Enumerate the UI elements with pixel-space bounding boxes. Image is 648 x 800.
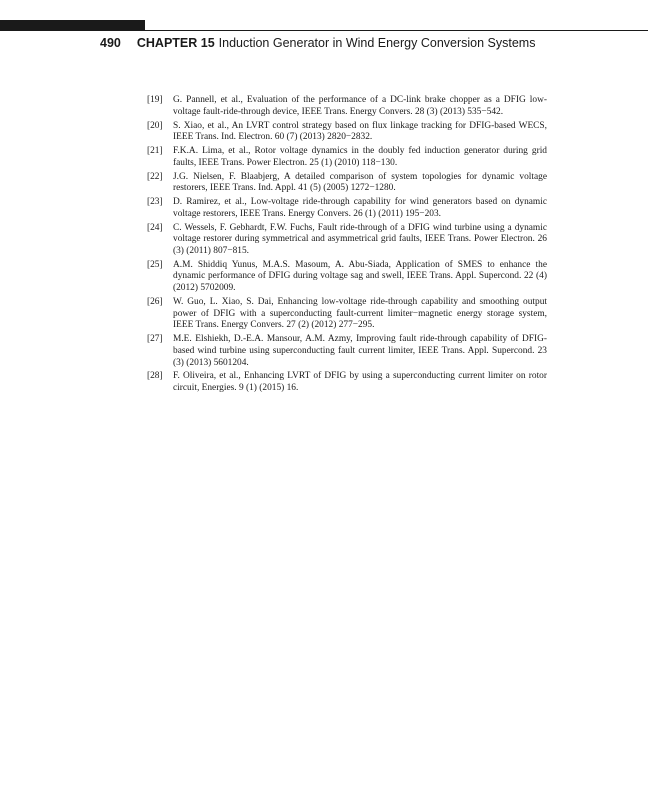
reference-item bbox=[147, 223, 547, 258]
header-rule bbox=[145, 30, 648, 31]
reference-text: W. Guo, L. Xiao, S. Dai, Enhancing low-voltage ride-through capability and smoothing output power of DFIG with a superconducting fault-current limiter−magnetic energy storage system, IEEE Trans. Energy Convers. 27 (2) (2012) 277−295. bbox=[173, 296, 547, 331]
reference-text: S. Xiao, et al., An LVRT control strategy based on flux linkage tracking for DFIG-based WECS, IEEE Trans. Ind. Electron. 60 (7) (2013) 2820−2832. bbox=[173, 120, 547, 143]
page-number: 490 bbox=[100, 36, 121, 50]
reference-text: F.K.A. Lima, et al., Rotor voltage dynamics in the doubly fed induction generator during grid faults, IEEE Trans. Power Electron. 25 (1) (2010) 118−130. bbox=[173, 146, 547, 168]
reference-number: [23] bbox=[147, 197, 163, 207]
reference-text: G. Pannell, et al., Evaluation of the performance of a DC-link brake chopper as a DFIG low-voltage fault-ride-through device, IEEE Trans. Energy Convers. 28 (3) (2013) 535−542. bbox=[173, 95, 547, 117]
reference-number: [19] bbox=[147, 95, 163, 105]
reference-list bbox=[147, 95, 547, 397]
reference-item bbox=[147, 197, 547, 220]
reference-item bbox=[147, 297, 547, 332]
reference-number: [26] bbox=[147, 296, 163, 307]
header-bar bbox=[0, 20, 145, 31]
reference-item bbox=[147, 146, 547, 169]
reference-item bbox=[147, 260, 547, 295]
reference-number: [20] bbox=[147, 120, 163, 131]
reference-text: F. Oliveira, et al., Enhancing LVRT of DFIG by using a superconducting current limiter on rotor circuit, Energies. 9 (1) (2015) 16. bbox=[173, 371, 547, 394]
reference-number: [25] bbox=[147, 259, 163, 270]
reference-item bbox=[147, 371, 547, 394]
reference-number: [24] bbox=[147, 222, 163, 233]
reference-number: [21] bbox=[147, 146, 163, 156]
reference-item bbox=[147, 121, 547, 144]
reference-item bbox=[147, 334, 547, 369]
reference-item bbox=[147, 95, 547, 118]
reference-text: A.M. Shiddiq Yunus, M.A.S. Masoum, A. Abu-Siada, Application of SMES to enhance the dynamic performance of DFIG during voltage sag and swell, IEEE Trans. Appl. Supercond. 22 (4) (2012) 5702009. bbox=[173, 259, 547, 294]
reference-number: [27] bbox=[147, 334, 163, 345]
reference-number: [22] bbox=[147, 171, 163, 182]
reference-text: C. Wessels, F. Gebhardt, F.W. Fuchs, Fault ride-through of a DFIG wind turbine using a dynamic voltage restorer during symmetrical and asymmetrical grid faults, IEEE Trans. Power Electron. 26 (3) (2011) 807−815. bbox=[173, 222, 547, 256]
reference-text: D. Ramirez, et al., Low-voltage ride-through capability for wind generators based on dynamic voltage restorers, IEEE Trans. Energy Convers. 26 (1) (2011) 195−203. bbox=[173, 197, 547, 219]
reference-number: [28] bbox=[147, 371, 163, 382]
chapter-title: Induction Generator in Wind Energy Conversion Systems bbox=[218, 36, 536, 50]
reference-text: J.G. Nielsen, F. Blaabjerg, A detailed comparison of system topologies for dynamic voltage restorers, IEEE Trans. Ind. Appl. 41 (5) (2005) 1272−1280. bbox=[173, 171, 547, 194]
reference-item bbox=[147, 172, 547, 195]
chapter-label: CHAPTER 15 bbox=[136, 36, 215, 50]
reference-text: M.E. Elshiekh, D.-E.A. Mansour, A.M. Azmy, Improving fault ride-through capability of DFIG-based wind turbine using superconducting fault current limiter, IEEE Trans. Appl. Supercond. 23 (3) (2013) 5601204. bbox=[173, 334, 547, 368]
page-header bbox=[100, 36, 535, 50]
